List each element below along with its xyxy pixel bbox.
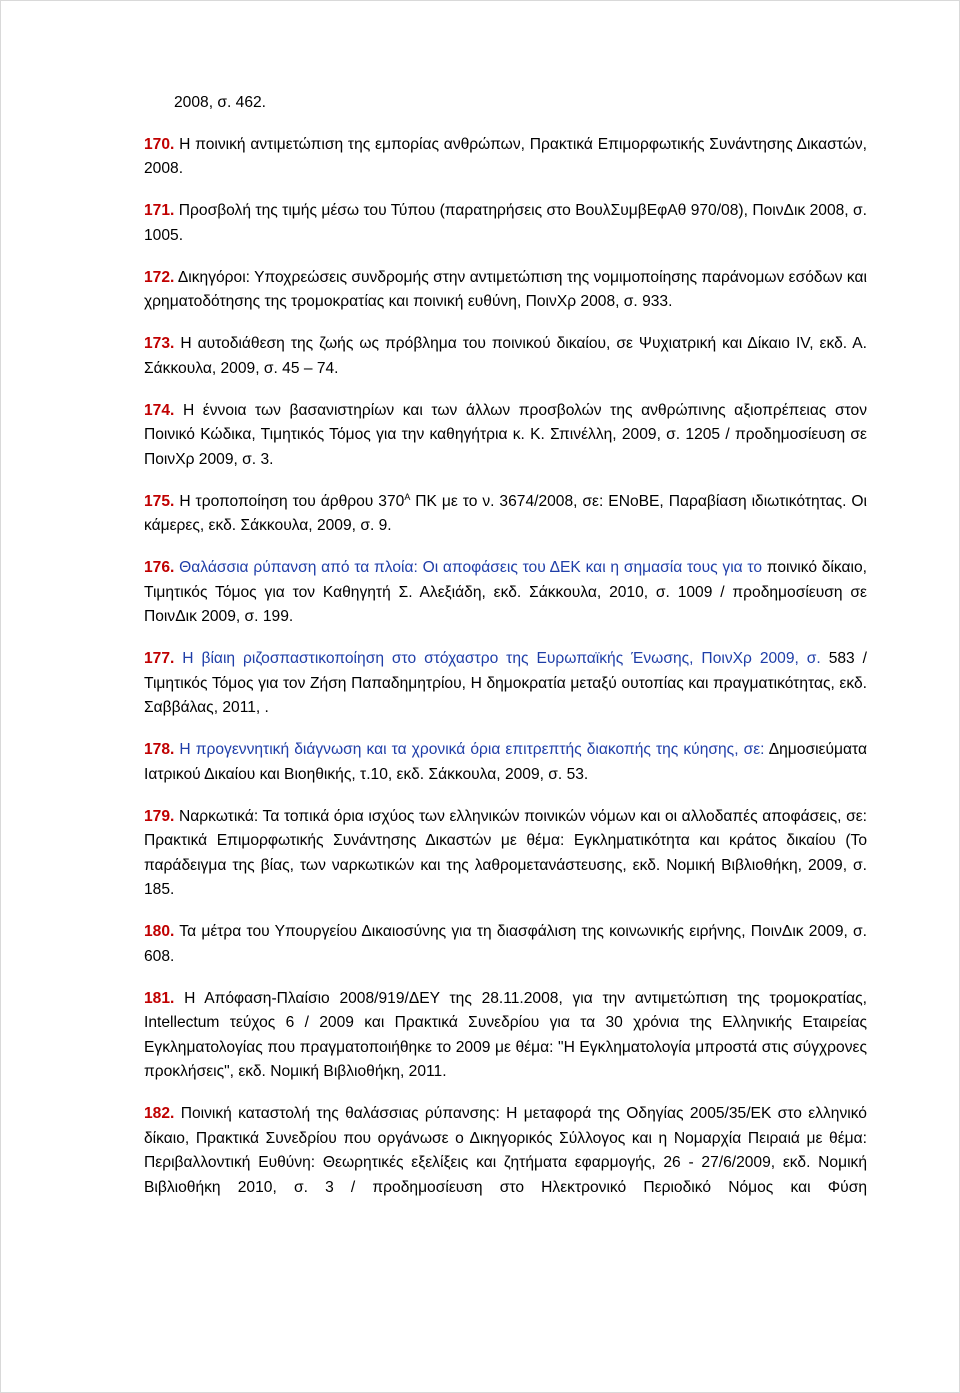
entry-text: Η αυτοδιάθεση της ζωής ως πρόβλημα του ποινικού δικαίου, σε Ψυχιατρική και Δίκαιο IV, εκδ. Α. Σάκκουλα, 2009, σ. 45 – 74.	[144, 335, 867, 377]
entry-text: Η Απόφαση-Πλαίσιο 2008/919/ΔΕΥ της 28.11.2008, για την αντιμετώπιση της τρομοκρατίας, Intellectum τεύχος 6 / 2009 και Πρακτικά Συνεδρίου για τα 30 χρόνια της Ελληνικής Εταιρείας Εγκληματολογίας που πραγματοποιήθηκε το 2009 με θέμα: "Η Εγκληματολογία μπροστά στις σύγχρονες προκλήσεις", εκδ. Νομική Βιβλιοθήκη, 2011.	[144, 989, 867, 1080]
entry-176	[144, 556, 867, 630]
entry-number: 180.	[144, 923, 175, 940]
entry-180	[144, 920, 867, 969]
entry-172	[144, 266, 867, 315]
entry-number: 175.	[144, 492, 175, 510]
entry-number: 181.	[144, 989, 175, 1007]
entry-text: Ναρκωτικά: Τα τοπικά όρια ισχύος των ελληνικών ποινικών νόμων και οι αλλοδαπές αποφάσεις, σε: Πρακτικά Επιμορφωτικής Συνάντησης Δικαστών με θέμα: Εγκληματικότητα και κράτος δικαίου (Το παράδειγμα της βίας, των ναρκωτικών και της λαθρομετανάστευσης, εκδ. Νομική Βιβλιοθήκη, 2009, σ. 185.	[144, 807, 867, 898]
entry-number: 178.	[144, 741, 175, 758]
superscript: Α	[404, 491, 411, 502]
entry-number: 170.	[144, 135, 175, 153]
entry-text: Η ποινική αντιμετώπιση της εμπορίας ανθρώπων, Πρακτικά Επιμορφωτικής Συνάντησης Δικαστών, 2008.	[144, 135, 867, 177]
entry-title-highlight: Η βίαιη ριζοσπαστικοποίηση στο στόχαστρο της Ευρωπαϊκής Ένωσης, ΠοινΧρ 2009, σ.	[182, 650, 821, 667]
entry-170	[144, 133, 867, 182]
continuation-line: 2008, σ. 462.	[174, 94, 266, 111]
entry-text: Θαλάσσια ρύπανση από τα πλοία: Οι αποφάσεις του ΔΕΚ και η σημασία τους για το ποινικό δίκαιο, Τιμητικός Τόμος για τον Καθηγητή Σ. Αλεξιάδη, εκδ. Σάκκουλα, 2010, σ. 1009 / προδημοσίευση σε ΠοινΔικ 2009, σ. 199.	[144, 559, 867, 625]
entry-title-highlight: Η προγεννητική διάγνωση και τα χρονικά όρια επιτρεπτής διακοπής της κύησης, σε:	[179, 741, 765, 758]
entry-text: Τα μέτρα του Υπουργείου Δικαιοσύνης για τη διασφάλιση της κοινωνικής ειρήνης, ΠοινΔικ 2009, σ. 608.	[144, 923, 867, 965]
entry-number: 179.	[144, 807, 175, 825]
entry-number: 171.	[144, 202, 175, 219]
entry-text: Η βίαιη ριζοσπαστικοποίηση στο στόχαστρο της Ευρωπαϊκής Ένωσης, ΠοινΧρ 2009, σ. 583 / Τιμητικός Τόμος για τον Ζήση Παπαδημητρίου, Η δημοκρατία μεταξύ ουτοπίας και πραγματικότητας, εκδ. Σαββάλας, 2011, .	[144, 650, 867, 716]
entry-text: Δικηγόροι: Υποχρεώσεις συνδρομής στην αντιμετώπιση της νομιμοποίησης παράνομων εσόδων και χρηματοδότησης της τρομοκρατίας και ποινική ευθύνη, ΠοινΧρ 2008, σ. 933.	[144, 268, 867, 310]
entry-text: Η προγεννητική διάγνωση και τα χρονικά όρια επιτρεπτής διακοπής της κύησης, σε: Δημοσιεύματα Ιατρικού Δικαίου και Βιοηθικής, τ.10, εκδ. Σάκκουλα, 2009, σ. 53.	[144, 741, 867, 783]
entry-number: 173.	[144, 335, 175, 352]
entry-181	[144, 987, 867, 1085]
entry-number: 172.	[144, 268, 175, 286]
entry-number: 174.	[144, 401, 175, 419]
entry-number: 176.	[144, 559, 175, 576]
bibliography-list	[144, 91, 868, 1218]
entry-178	[144, 738, 867, 787]
entry-title-highlight: Θαλάσσια ρύπανση από τα πλοία: Οι αποφάσεις του ΔΕΚ και η σημασία τους για το	[179, 559, 763, 576]
entry-number: 182.	[144, 1105, 175, 1122]
entry-text: Η έννοια των βασανιστηρίων και των άλλων προσβολών της ανθρώπινης αξιοπρέπειας στον Ποινικό Κώδικα, Τιμητικός Τόμος για την καθηγήτρια κ. Κ. Σπινέλλη, 2009, σ. 1205 / προδημοσίευση σε ΠοινΧρ 2009, σ. 3.	[144, 401, 867, 468]
entry-171	[144, 199, 867, 248]
entry-text: Προσβολή της τιμής μέσω του Τύπου (παρατηρήσεις στο ΒουλΣυμβΕφΑθ 970/08), ΠοινΔικ 2008, σ. 1005.	[144, 202, 867, 244]
entry-number: 177.	[144, 650, 175, 667]
entry-177	[144, 647, 867, 721]
entry-text: Η τροποποίηση του άρθρου $370^A$ ΠΚ με το ν. 3674/2008, σε: ΕΝοΒΕ, Παραβίαση ιδιωτικότητας. Οι κάμερες, εκδ. Σάκκουλα, 2009, σ. 9.	[144, 491, 868, 534]
entry-182	[144, 1102, 867, 1200]
entry-text: Ποινική καταστολή της θαλάσσιας ρύπανσης: Η μεταφορά της Οδηγίας 2005/35/ΕΚ στο ελληνικό δίκαιο, Πρακτικά Συνεδρίου που οργάνωσε ο Δικηγορικός Σύλλογος και η Νομαρχία Πειραιά με θέμα: Περιβαλλοντική Ευθύνη: Θεωρητικές εξελίξεις και ζητήματα εφαρμογής, 26 - 27/6/2009, εκδ. Νομική Βιβλιοθήκη 2010, σ. 3 / προδημοσίευση στο Ηλεκτρονικό Περιοδικό Νόμος και Φύση	[144, 1105, 867, 1196]
entry-173	[144, 332, 867, 381]
entry-175	[144, 490, 867, 539]
entry-174	[144, 399, 867, 473]
entry-179	[144, 805, 867, 903]
